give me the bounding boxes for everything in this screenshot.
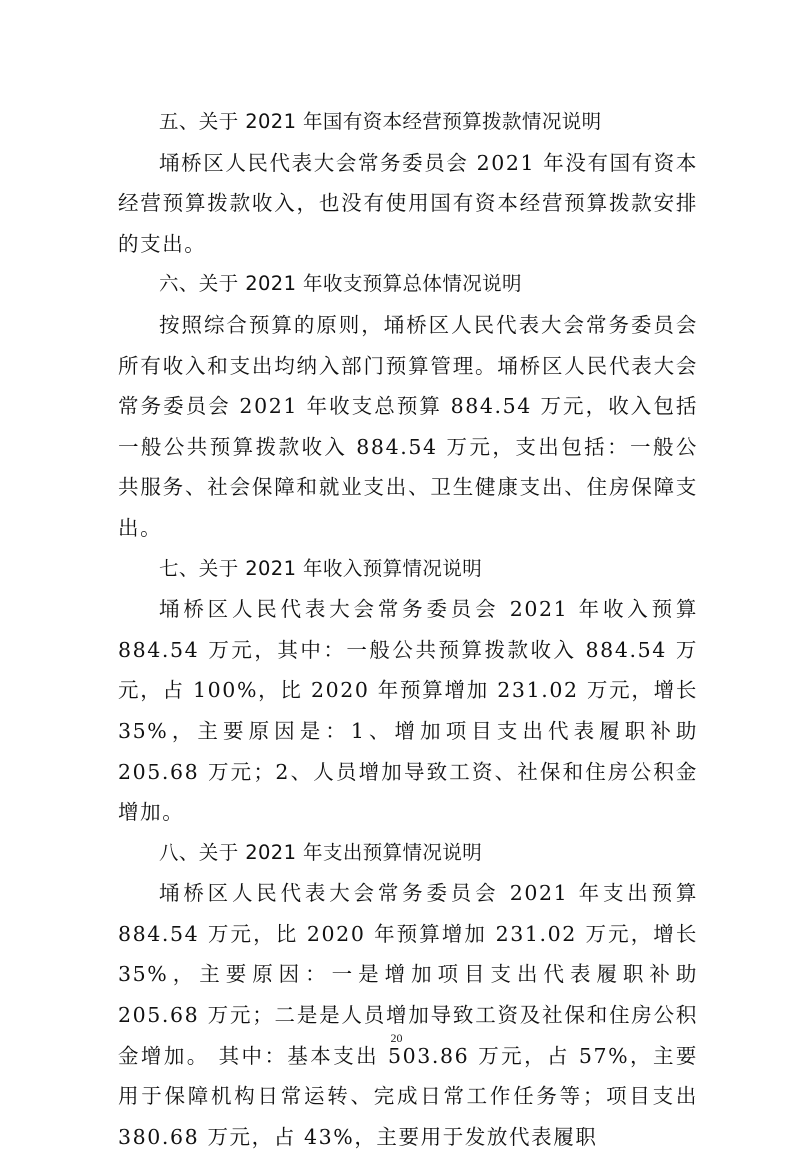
document-body [118,102,698,1157]
section-income-budget [118,549,698,833]
page-number: 20 [390,1031,403,1045]
section-paragraph: 埇桥区人民代表大会常务委员会 2021 年收入预算 884.54 万元，其中：一般公共预算拨款收入 884.54 万元，占 100%，比 2020 年预算增加 231.02 万元，增长 35%，主要原因是：1、增加项目支出代表履职补助 205.68 万元；2、人员增加导致工资、社保和住房公积金增加。 [118,597,698,825]
section-heading: 六、关于 2021 年收支预算总体情况说明 [159,272,522,296]
section-paragraph: 按照综合预算的原则，埇桥区人民代表大会常务委员会所有收入和支出均纳入部门预算管理。埇桥区人民代表大会常务委员会 2021 年收支总预算 884.54 万元，收入包括一般公共预算拨款收入 884.54 万元，支出包括：一般公共服务、社会保障和就业支出、卫生健康支出、住房保障支出。 [118,312,698,540]
section-state-capital-budget [118,102,698,264]
section-heading: 七、关于 2021 年收入预算情况说明 [159,556,483,580]
section-overall-budget [118,264,698,548]
section-heading: 五、关于 2021 年国有资本经营预算拨款情况说明 [159,110,602,133]
section-paragraph: 埇桥区人民代表大会常务委员会 2021 年没有国有资本经营预算拨款收入，也没有使用国有资本经营预算拨款安排的支出。 [118,150,698,256]
section-heading: 八、关于 2021 年支出预算情况说明 [159,840,483,864]
section-paragraph: 埇桥区人民代表大会常务委员会 2021 年支出预算 884.54 万元，比 2020 年预算增加 231.02 万元，增长 35%，主要原因：一是增加项目支出代表履职补助 205.68 万元；二是是人员增加导致工资及社保和住房公积金增加。 其中：基本支出 503.86 万元，占 57%，主要用于保障机构日常运转、完成日常工作任务等；项目支出 380.68 万元，占 43%，主要用于发放代表履职 [118,881,698,1149]
section-expenditure-budget [118,833,698,1157]
